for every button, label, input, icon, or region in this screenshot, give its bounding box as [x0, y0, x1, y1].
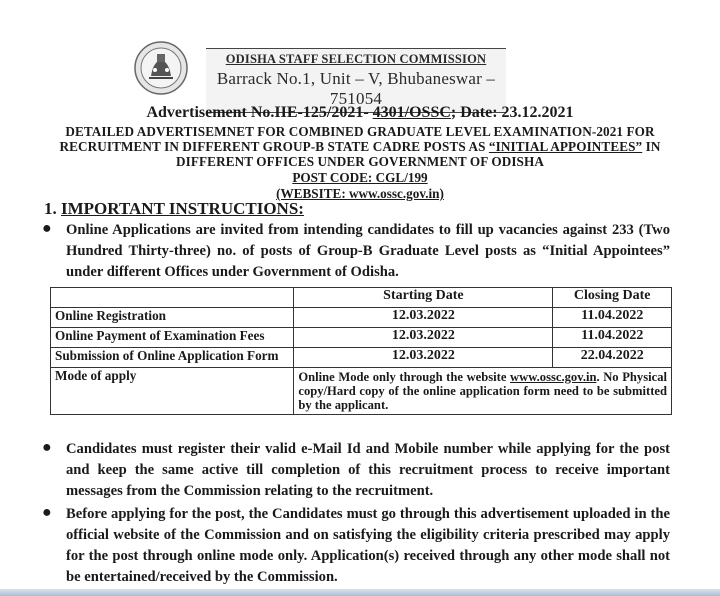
instruction-3: Before applying for the post, the Candidates must go through this advertisement uploaded in the official website of the Commission and on satisfying the eligibility criteria prescribed may apply for the post through online mode only. Application(s) received through any other mode shall not be entertained/received by the Commission.	[66, 506, 670, 585]
org-name: ODISHA STAFF SELECTION COMMISSION	[225, 52, 487, 66]
mode-description	[294, 368, 672, 415]
table-row	[51, 308, 672, 328]
table-row	[51, 328, 672, 348]
bullet-icon: ●	[42, 220, 52, 237]
website-link[interactable]: www.ossc.gov.in	[510, 370, 597, 384]
schedule-table	[50, 287, 672, 415]
bottom-strip	[0, 589, 720, 596]
bullet-icon: ●	[42, 504, 52, 521]
row-label: Submission of Online Application Form	[51, 348, 294, 368]
post-code: POST CODE: CGL/199	[292, 170, 428, 185]
document-title	[40, 124, 680, 169]
row-start-date: 12.03.2022	[294, 348, 553, 368]
section-title: IMPORTANT INSTRUCTIONS:	[61, 199, 304, 218]
table-header-starting-date: Starting Date	[294, 288, 553, 308]
table-header-row	[51, 288, 672, 308]
section-number: 1.	[44, 199, 61, 218]
row-closing-date: 11.04.2022	[553, 308, 672, 328]
mode-text-prefix: Online Mode only through the website	[298, 370, 511, 384]
org-address: Barrack No.1, Unit – V, Bhubaneswar – 751054	[216, 69, 496, 108]
section-heading	[44, 199, 304, 219]
row-start-date: 12.03.2022	[294, 328, 553, 348]
row-closing-date: 11.04.2022	[553, 328, 672, 348]
title-initial-appointees: “INITIAL APPOINTEES”	[488, 139, 643, 154]
row-closing-date: 22.04.2022	[553, 348, 672, 368]
table-row	[51, 348, 672, 368]
instruction-1: Online Applications are invited from intending candidates to fill up vacancies against 233 (Two Hundred Thirty-three) no. of posts of Group-B Graduate Level posts as “Initial Appointees” under different Offices under Government of Odisha.	[66, 222, 670, 280]
title-line-2-suffix: IN	[642, 139, 661, 154]
advertisement-date: ; Date: 23.12.2021	[450, 104, 574, 121]
mode-text-suffix: . No Physical copy/Hard copy of the online application form need to be submitted by the applicant.	[298, 370, 667, 412]
advertisement-number: 4301/OSSC	[372, 104, 451, 121]
instruction-2: Candidates must register their valid e-Mail Id and Mobile number while applying for the post and keep the same active till completion of this recruitment process to receive important messages from the Commission relating to the recruitment.	[66, 441, 670, 499]
advertisement-prefix: Advertisement No.IIE-125/2021-	[146, 104, 373, 121]
odisha-emblem-icon	[132, 40, 190, 96]
row-label: Online Payment of Examination Fees	[51, 328, 294, 348]
title-line-1: DETAILED ADVERTISEMNET FOR COMBINED GRADUATE LEVEL EXAMINATION-2021 FOR	[65, 124, 655, 139]
title-line-2	[40, 139, 680, 154]
letterhead	[132, 40, 552, 108]
row-start-date: 12.03.2022	[294, 308, 553, 328]
bullet-icon: ●	[42, 439, 52, 456]
title-line-2-prefix: RECRUITMENT IN DIFFERENT GROUP-B STATE CADRE POSTS AS	[59, 139, 489, 154]
table-header-closing-date: Closing Date	[553, 288, 672, 308]
table-row-mode	[51, 368, 672, 415]
website-line: (WEBSITE: www.ossc.gov.in)	[276, 186, 444, 201]
mode-label: Mode of apply	[51, 368, 294, 415]
title-line-3: DIFFERENT OFFICES UNDER GOVERNMENT OF ODISHA	[176, 154, 544, 169]
row-label: Online Registration	[51, 308, 294, 328]
table-header-blank	[51, 288, 294, 308]
advertisement-number-line	[0, 104, 720, 122]
